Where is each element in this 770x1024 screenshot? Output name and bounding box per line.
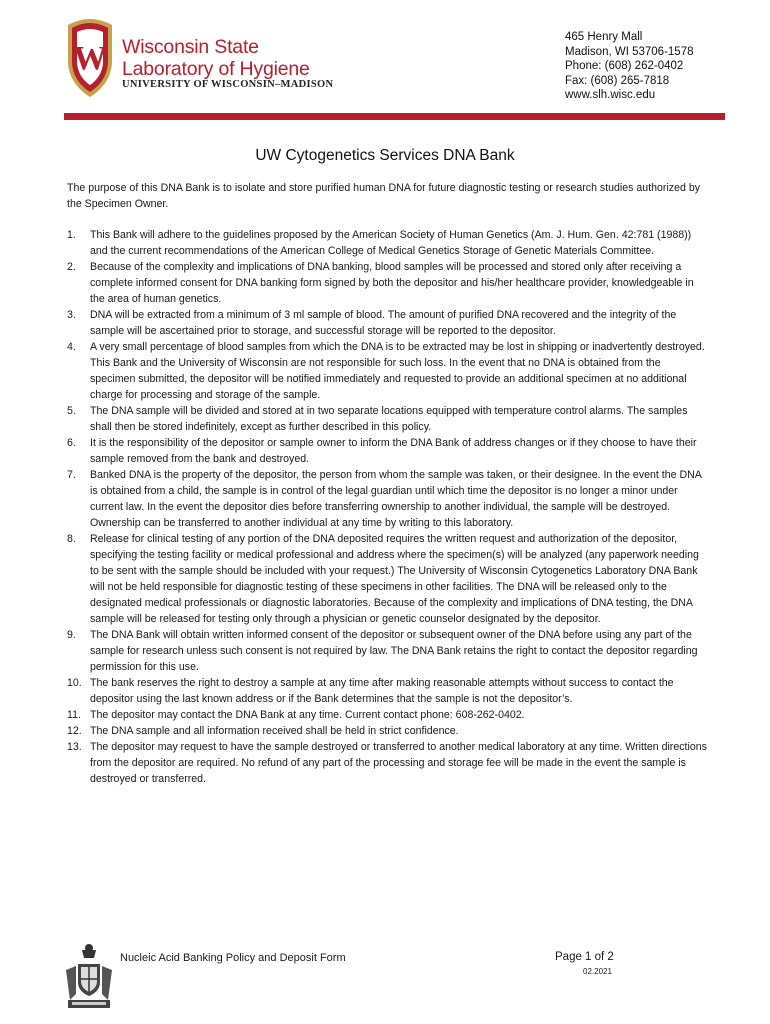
item-text: The depositor may contact the DNA Bank at any time. Current contact phone: 608-262-0402.: [90, 709, 525, 721]
footer-date: 02.2021: [583, 967, 612, 976]
policy-item: [67, 707, 707, 723]
item-number: 7.: [67, 469, 76, 481]
policy-item: [67, 627, 707, 675]
org-name-line2: Laboratory of Hygiene: [122, 58, 310, 80]
item-number: 11.: [67, 709, 81, 721]
item-text: Banked DNA is the property of the depositor, the person from whom the sample was taken, or their designee. In the event the DNA is obtained from a child, the sample is in control of the legal guardian until which time the depositor is no longer a minor under current law. In the event the depositor dies before transferring ownership to another individual, the sample will be destroyed. Ownership can be transferred to another individual at any time by writing to this laboratory.: [90, 469, 702, 529]
item-text: The bank reserves the right to destroy a sample at any time after making reasonable attempts without success to contact the depositor using the last known address or if the Bank determines that the sample is not the depositor’s.: [90, 677, 674, 705]
phone: Phone: (608) 262-0402: [565, 60, 684, 72]
item-number: 12.: [67, 725, 82, 737]
policy-item: [67, 403, 707, 435]
policy-item: [67, 723, 707, 739]
address-line2: Madison, WI 53706-1578: [565, 45, 694, 58]
item-text: Release for clinical testing of any portion of the DNA deposited requires the written request and authorization of the depositor, specifying the testing facility or medical professional and address where the specimen(s) will be analyzed (any paperwork needing to be sent with the sample should be included with your request.) The University of Wisconsin Cytogenetics Laboratory DNA Bank will not be held responsible for diagnostic testing of these specimens in other facilities. The DNA will be released only to the designated medical professionals or diagnostic laboratories. Because of the complexity and implications of DNA testing, the DNA sample will be released for testing only through a physician or genetic counselor designated by the depositor.: [90, 533, 699, 625]
item-number: 4.: [67, 341, 76, 353]
item-text: The DNA sample and all information received shall be held in strict confidence.: [90, 725, 459, 737]
policy-list: [67, 227, 707, 787]
slh-logo: [64, 17, 354, 101]
policy-item: [67, 339, 707, 403]
item-text: The depositor may request to have the sample destroyed or transferred to another medical laboratory at any time. Written directions from the depositor are required. No refund of any part of the processing and storage fee will be made in the event the sample is destroyed or transferred.: [90, 741, 707, 785]
policy-item: [67, 307, 707, 339]
policy-item: [67, 467, 707, 531]
fax: Fax: (608) 265-7818: [565, 74, 670, 87]
address-line1: 465 Henry Mall: [565, 31, 643, 43]
org-name-line1: Wisconsin State: [122, 36, 259, 58]
footer-page-number: Page 1 of 2: [555, 951, 614, 963]
item-number: 10.: [67, 677, 82, 689]
policy-item: [67, 531, 707, 627]
item-text: The DNA Bank will obtain written informed consent of the depositor or subsequent owner of the DNA before using any part of the sample for research unless such consent is not required by law. The DNA Bank retains the right to contact the depositor regarding permission for this use.: [90, 629, 698, 673]
document-title: UW Cytogenetics Services DNA Bank: [255, 147, 515, 164]
item-number: 2.: [67, 261, 76, 273]
item-number: 8.: [67, 533, 76, 545]
uw-crest-icon: [64, 17, 116, 101]
website-link[interactable]: www.slh.wisc.edu: [565, 89, 656, 101]
item-number: 3.: [67, 309, 76, 321]
logo-letter: W: [73, 40, 107, 77]
wisconsin-state-seal-icon: [62, 942, 116, 1012]
policy-item: [67, 739, 707, 787]
policy-item: [67, 227, 707, 259]
policy-item: [67, 675, 707, 707]
item-number: 1.: [67, 229, 76, 241]
policy-item: [67, 435, 707, 467]
item-text: The DNA sample will be divided and stored at in two separate locations equipped with temperature control alarms. The samples shall then be stored indefinitely, except as further described in this policy.: [90, 405, 688, 433]
intro-paragraph: The purpose of this DNA Bank is to isolate and store purified human DNA for future diagnostic testing or research studies authorized by the Specimen Owner.: [67, 182, 701, 210]
item-text: This Bank will adhere to the guidelines proposed by the American Society of Human Genetics (Am. J. Hum. Gen. 42:781 (1988)) and the current recommendations of the American College of Medical Genetics Storage of Genetic Materials Committee.: [90, 229, 692, 257]
item-number: 13.: [67, 741, 82, 753]
footer-form-name: Nucleic Acid Banking Policy and Deposit Form: [120, 952, 346, 964]
contact-block: [565, 30, 694, 103]
item-text: It is the responsibility of the depositor or sample owner to inform the DNA Bank of address changes or if they choose to have their sample removed from the bank and destroyed.: [90, 437, 697, 465]
item-text: DNA will be extracted from a minimum of 3 ml sample of blood. The amount of purified DNA recovered and the integrity of the sample will be ascertained prior to storage, and successful storage will be reported to the depositor.: [90, 309, 677, 337]
item-text: A very small percentage of blood samples from which the DNA is to be extracted may be lost in shipping or inadvertently destroyed. This Bank and the University of Wisconsin are not responsible for such loss. In the event that no DNA is obtained from the specimen submitted, the depositor will be notified immediately and requested to provide an additional specimen at no additional charge for processing and storage of the sample.: [90, 341, 705, 401]
university-name: UNIVERSITY OF WISCONSIN–MADISON: [122, 79, 334, 90]
item-text: Because of the complexity and implications of DNA banking, blood samples will be processed and stored only after receiving a complete informed consent for DNA banking form signed by both the depositor and his/her healthcare provider, knowledgeable in the area of human genetics.: [90, 261, 694, 305]
item-number: 9.: [67, 629, 76, 641]
policy-item: [67, 259, 707, 307]
item-number: 5.: [67, 405, 76, 417]
header-rule: [64, 113, 725, 120]
item-number: 6.: [67, 437, 76, 449]
